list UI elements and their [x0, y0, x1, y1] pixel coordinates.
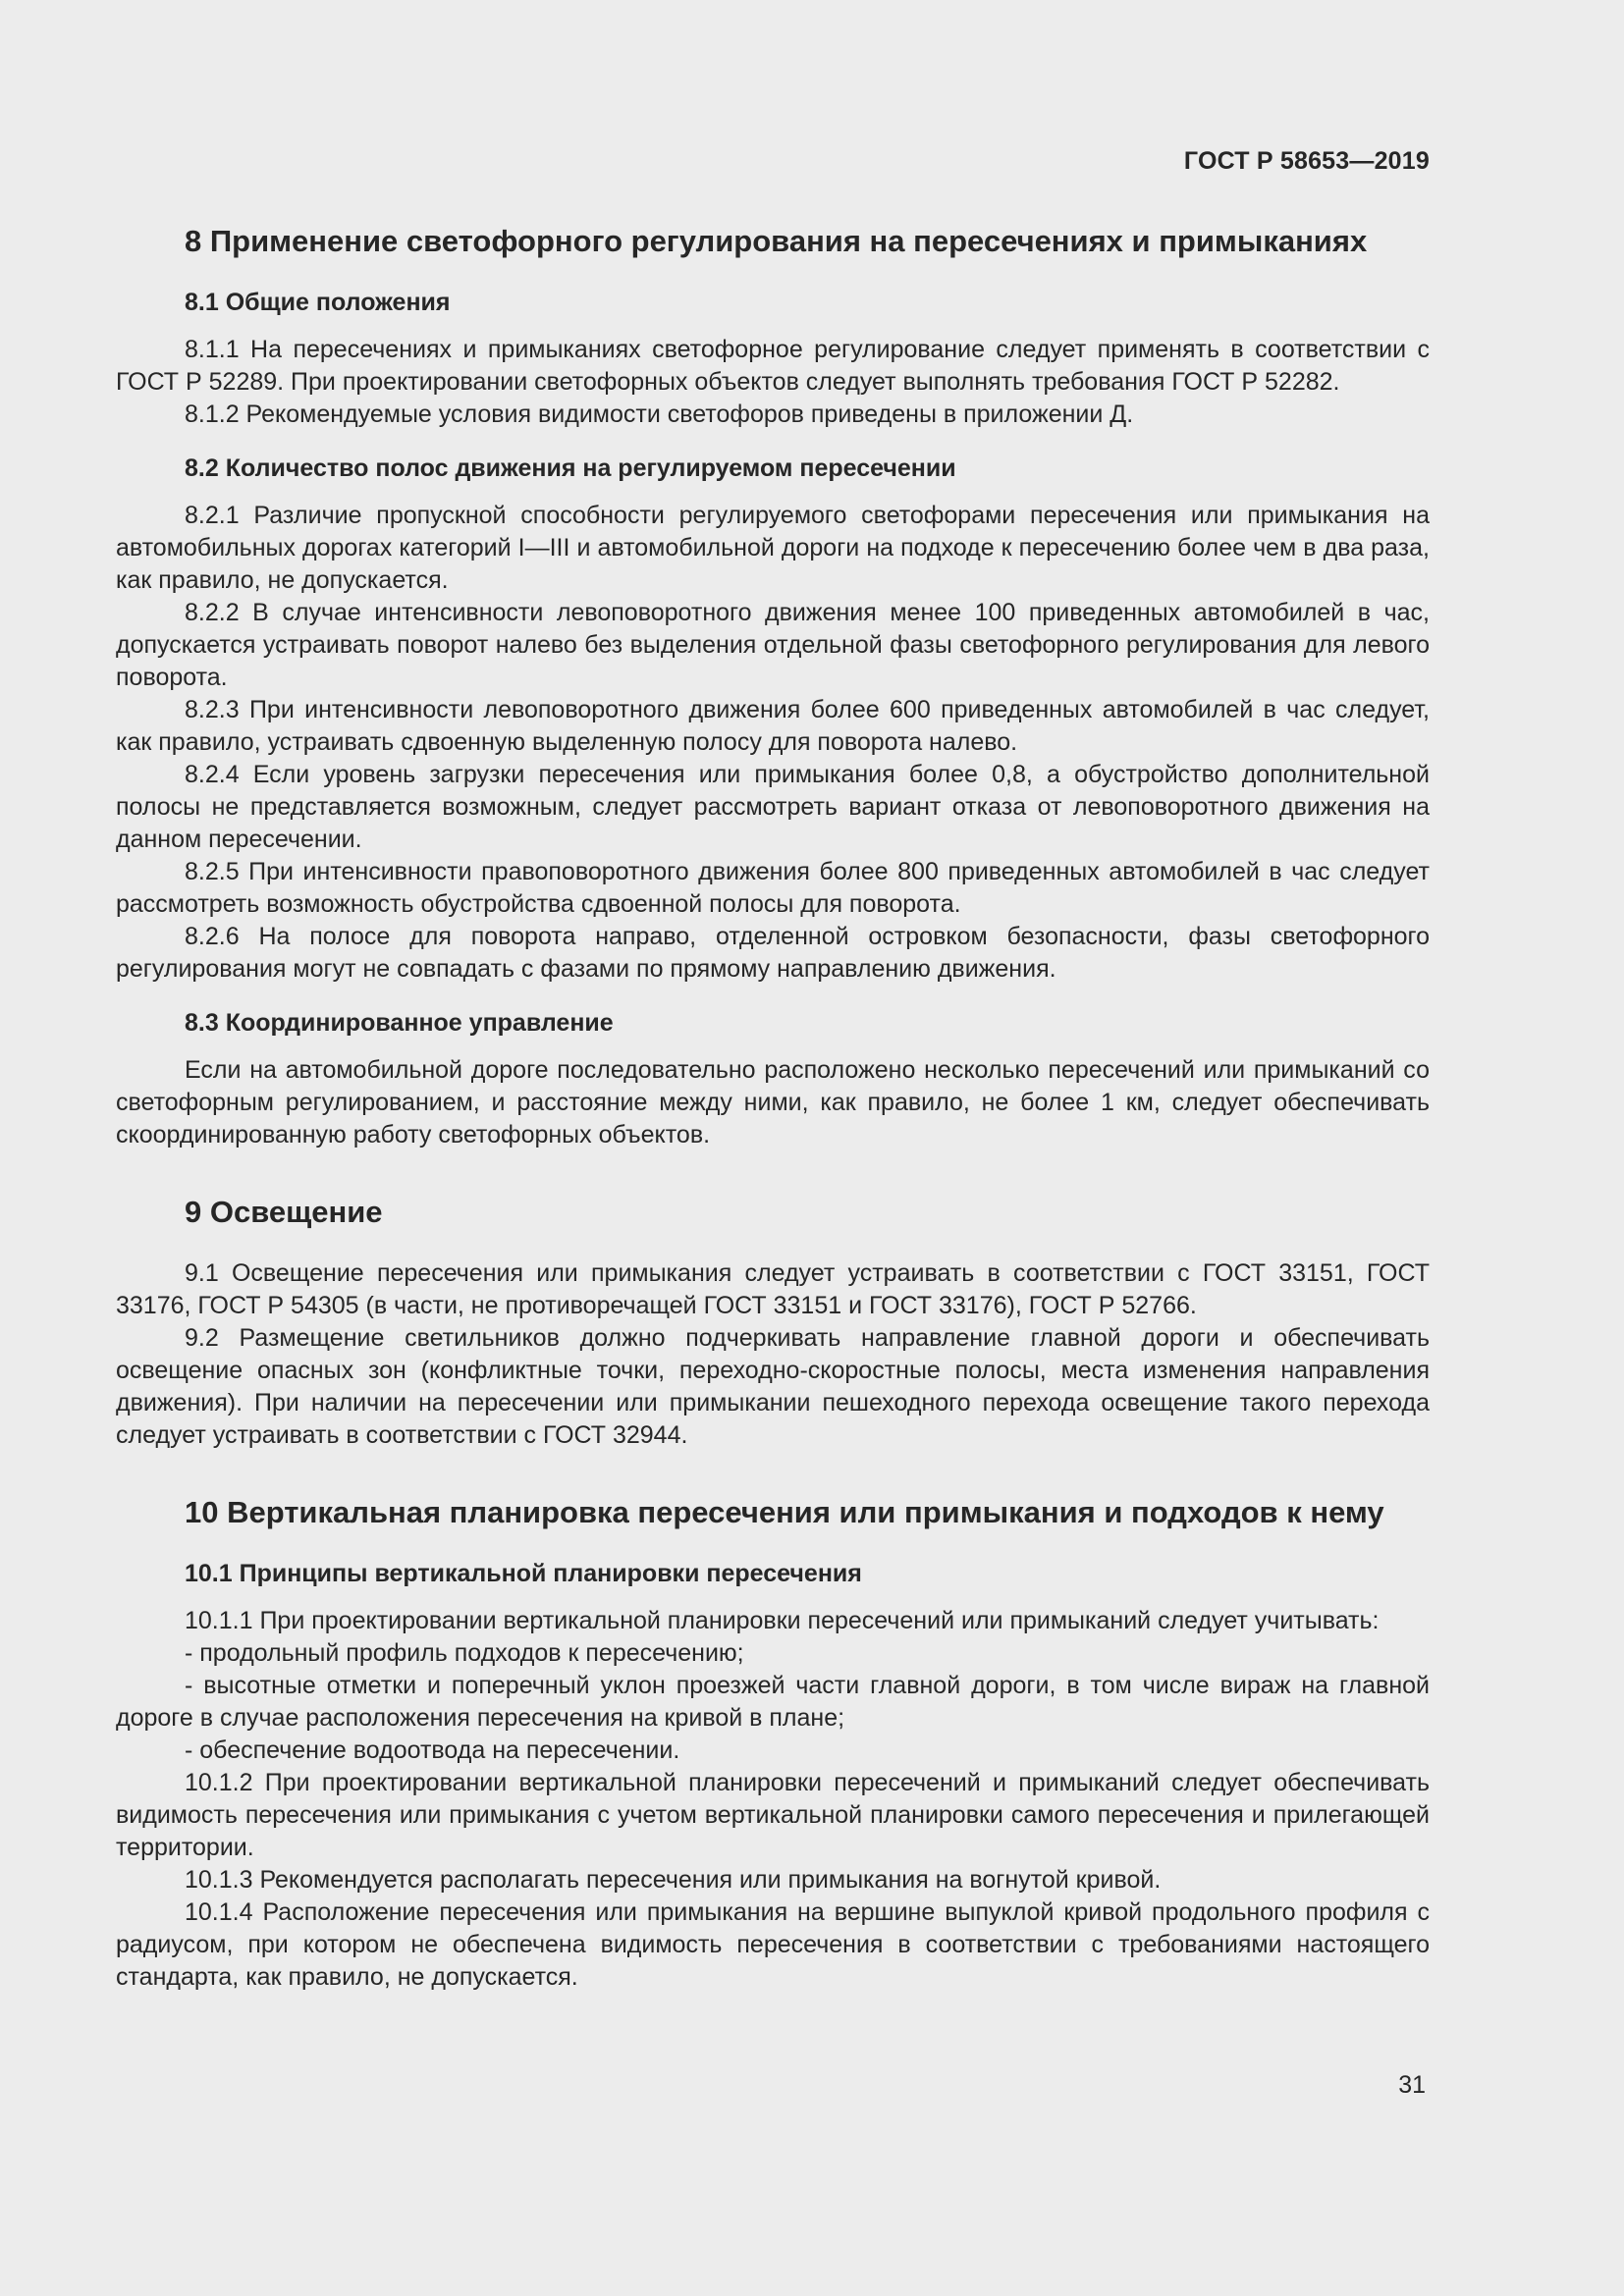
paragraph-10-1-1: 10.1.1 При проектировании вертикальной планировки пересечений или примыканий следует учитывать: [185, 1607, 1380, 1634]
section-10-title: 10 Вертикальная планировка пересечения или примыкания и подходов к нему [185, 1495, 1384, 1529]
paragraph-8-2-5: 8.2.5 При интенсивности правоповоротного движения более 800 приведенных автомобилей в час следует рассмотреть возможность обустройства сдвоенной полосы для поворота. [116, 858, 1430, 918]
paragraph-8-2-6: 8.2.6 На полосе для поворота направо, отделенной островком безопасности, фазы светофорного регулирования могут не совпадать с фазами по прямому направлению движения. [116, 923, 1430, 983]
paragraph-10-1-4: 10.1.4 Расположение пересечения или примыкания на вершине выпуклой кривой продольного профиля с радиусом, при котором не обеспечена видимость пересечения в соответствии с требованиями настоящего стандарта, как правило, не допускается. [116, 1898, 1430, 1991]
paragraph-8-3: Если на автомобильной дороге последовательно расположено несколько пересечений или примыканий со светофорным регулированием, и расстояние между ними, как правило, не более 1 км, следует обеспечивать скоординированную работу светофорных объектов. [116, 1056, 1430, 1148]
list-item: - высотные отметки и поперечный уклон проезжей части главной дороги, в том числе вираж на главной дороге в случае расположения пересечения на кривой в плане; [116, 1672, 1430, 1732]
page-body [116, 222, 1430, 1994]
paragraph-8-2-2: 8.2.2 В случае интенсивности левоповоротного движения менее 100 приведенных автомобилей в час, допускается устраивать поворот налево без выделения отдельной фазы светофорного регулирования для левого поворота. [116, 599, 1430, 691]
list-item: - обеспечение водоотвода на пересечении. [185, 1736, 680, 1764]
subsection-8-1-title: 8.1 Общие положения [185, 289, 451, 316]
subsection-10-1-title: 10.1 Принципы вертикальной планировки пересечения [185, 1560, 862, 1587]
subsection-8-3-title: 8.3 Координированное управление [185, 1009, 614, 1037]
page-number: 31 [1398, 2071, 1426, 2099]
paragraph-8-2-4: 8.2.4 Если уровень загрузки пересечения или примыкания более 0,8, а обустройство дополнительной полосы не представляется возможным, следует рассмотреть вариант отказа от левоповоротного движения на данном пересечении. [116, 761, 1430, 853]
paragraph-8-2-1: 8.2.1 Различие пропускной способности регулируемого светофорами пересечения или примыкания на автомобильных дорогах категорий I—III и автомобильной дороги на подходе к пересечению более чем в два раза, как правило, не допускается. [116, 502, 1430, 594]
paragraph-9-1: 9.1 Освещение пересечения или примыкания следует устраивать в соответствии с ГОСТ 33151, ГОСТ 33176, ГОСТ Р 54305 (в части, не противоречащей ГОСТ 33151 и ГОСТ 33176), ГОСТ Р 52766. [116, 1259, 1430, 1319]
document-code: ГОСТ Р 58653—2019 [1183, 147, 1430, 175]
paragraph-10-1-2: 10.1.2 При проектировании вертикальной планировки пересечений и примыканий следует обеспечивать видимость пересечения или примыкания с учетом вертикальной планировки самого пересечения и прилегающей территории. [116, 1769, 1430, 1861]
paragraph-10-1-3: 10.1.3 Рекомендуется располагать пересечения или примыкания на вогнутой кривой. [185, 1866, 1162, 1894]
section-8-title: 8 Применение светофорного регулирования на пересечениях и примыканиях [185, 224, 1368, 258]
paragraph-8-2-3: 8.2.3 При интенсивности левоповоротного движения более 600 приведенных автомобилей в час следует, как правило, устраивать сдвоенную выделенную полосу для поворота налево. [116, 696, 1430, 756]
section-9-title: 9 Освещение [185, 1195, 383, 1229]
paragraph-8-1-1: 8.1.1 На пересечениях и примыканиях светофорное регулирование следует применять в соответствии с ГОСТ Р 52289. При проектировании светофорных объектов следует выполнять требования ГОСТ Р 52282. [116, 336, 1430, 396]
subsection-8-2-title: 8.2 Количество полос движения на регулируемом пересечении [185, 454, 956, 482]
list-item: - продольный профиль подходов к пересечению; [185, 1639, 744, 1667]
paragraph-9-2: 9.2 Размещение светильников должно подчеркивать направление главной дороги и обеспечивать освещение опасных зон (конфликтные точки, переходно-скоростные полосы, места изменения направления движения). При наличии на пересечении или примыкании пешеходного перехода освещение такого перехода следует устраивать в соответствии с ГОСТ 32944. [116, 1324, 1430, 1449]
paragraph-8-1-2: 8.1.2 Рекомендуемые условия видимости светофоров приведены в приложении Д. [185, 400, 1134, 428]
